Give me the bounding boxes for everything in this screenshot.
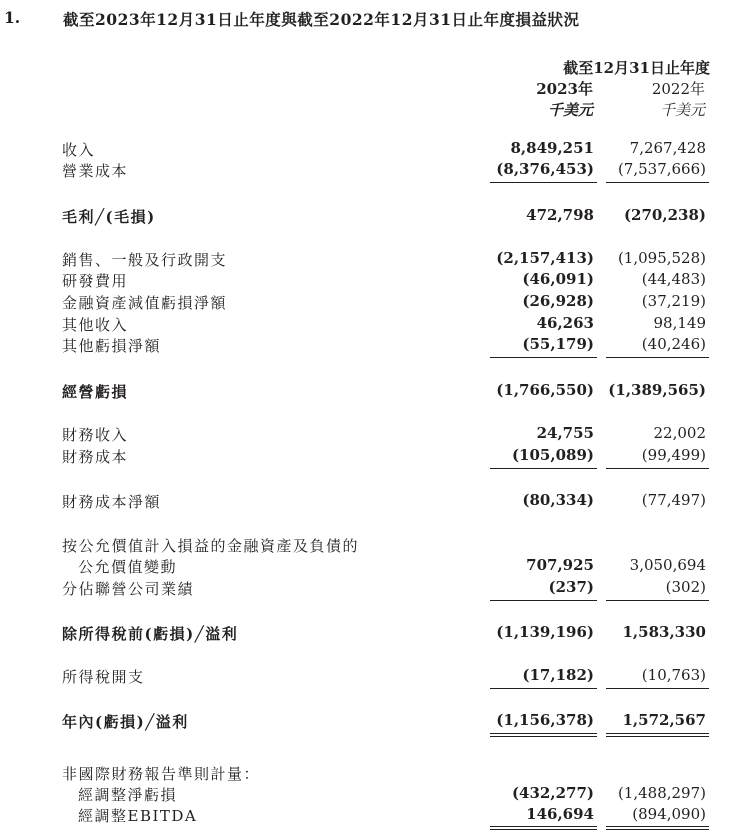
table-row <box>0 381 733 403</box>
subtotal-rule <box>606 688 709 689</box>
table-row <box>0 249 733 271</box>
subtotal-rule <box>490 468 597 469</box>
value-2023: 8,849,251 <box>510 139 594 157</box>
value-2023: (46,091) <box>522 270 594 288</box>
row-label: 其他虧損淨額 <box>62 337 162 355</box>
value-2022: (40,246) <box>641 335 706 353</box>
unit-2022-header: 千美元 <box>659 101 705 119</box>
value-2023: (1,139,196) <box>496 623 594 641</box>
value-2022: 22,002 <box>653 424 706 442</box>
value-2023: (17,182) <box>522 666 594 684</box>
value-2022: (10,763) <box>641 666 706 684</box>
row-label: 所得稅開支 <box>62 668 145 686</box>
period-header: 截至12月31日止年度 <box>563 59 710 77</box>
value-2022: (302) <box>665 578 706 596</box>
subtotal-rule <box>490 600 597 601</box>
value-2022: (1,389,565) <box>608 381 706 399</box>
value-2022: (1,095,528) <box>617 249 706 267</box>
total-rule <box>606 733 709 734</box>
table-row <box>0 535 733 557</box>
value-2023: (237) <box>548 578 594 596</box>
value-2023: (1,156,378) <box>496 711 594 729</box>
section-title: 截至2023年12月31日止年度與截至2022年12月31日止年度損益狀況 <box>63 10 580 29</box>
table-row <box>0 424 733 446</box>
year-2023-header: 2023年 <box>536 80 593 98</box>
row-label: 公允價值變動 <box>78 558 178 576</box>
table-row <box>0 446 733 468</box>
row-label: 按公允價值計入損益的金融資產及負債的 <box>62 537 360 555</box>
table-row <box>0 314 733 336</box>
table-row <box>0 160 733 182</box>
value-2023: (105,089) <box>511 446 594 464</box>
value-2022: (77,497) <box>641 491 706 509</box>
value-2022: (99,499) <box>641 446 706 464</box>
total-rule <box>606 829 709 830</box>
table-row <box>0 491 733 513</box>
value-2023: (432,277) <box>511 784 594 802</box>
total-rule <box>490 736 597 737</box>
row-label: 財務成本淨額 <box>62 493 162 511</box>
total-rule <box>606 736 709 737</box>
subtotal-rule <box>606 468 709 469</box>
value-2023: 46,263 <box>536 314 594 332</box>
table-row <box>0 623 733 645</box>
row-label: 經營虧損 <box>62 383 129 401</box>
value-2022: 3,050,694 <box>629 556 706 574</box>
table-row <box>0 805 733 827</box>
row-label: 財務成本 <box>62 448 129 466</box>
table-row <box>0 270 733 292</box>
row-label: 經調整淨虧損 <box>78 786 178 804</box>
row-label: 年內(虧損)╱溢利 <box>62 713 189 731</box>
table-row <box>0 335 733 357</box>
value-2023: (2,157,413) <box>496 249 594 267</box>
unit-2023-header: 千美元 <box>547 101 593 119</box>
value-2022: (270,238) <box>623 206 706 224</box>
subtotal-rule <box>606 357 709 358</box>
row-label: 銷售、一般及行政開支 <box>62 251 228 269</box>
table-row <box>0 292 733 314</box>
row-label: 財務收入 <box>62 426 129 444</box>
row-label: 除所得稅前(虧損)╱溢利 <box>62 625 239 643</box>
row-label: 收入 <box>62 141 96 159</box>
table-row <box>0 556 733 578</box>
row-label: 其他收入 <box>62 316 129 334</box>
row-label: 研發費用 <box>62 272 129 290</box>
row-label: 營業成本 <box>62 162 129 180</box>
row-label: 經調整EBITDA <box>78 807 198 825</box>
row-label: 分佔聯營公司業績 <box>62 580 195 598</box>
total-rule <box>490 733 597 734</box>
value-2023: 146,694 <box>526 805 594 823</box>
value-2023: 707,925 <box>526 556 594 574</box>
value-2022: 1,583,330 <box>622 623 706 641</box>
table-row <box>0 206 733 228</box>
year-2022-header: 2022年 <box>651 80 705 98</box>
table-row <box>0 666 733 688</box>
total-rule <box>490 829 597 830</box>
row-label: 毛利╱(毛損) <box>62 208 156 226</box>
total-rule <box>490 826 597 827</box>
value-2023: 24,755 <box>536 424 594 442</box>
value-2022: (894,090) <box>632 805 706 823</box>
value-2023: 472,798 <box>526 206 594 224</box>
row-label: 金融資產減值虧損淨額 <box>62 294 228 312</box>
section-number: 1. <box>4 8 21 27</box>
value-2022: (7,537,666) <box>617 160 706 178</box>
subtotal-rule <box>490 182 597 183</box>
subtotal-rule <box>606 182 709 183</box>
value-2023: (55,179) <box>522 335 594 353</box>
total-rule <box>606 826 709 827</box>
table-row <box>0 763 733 785</box>
value-2023: (8,376,453) <box>496 160 594 178</box>
value-2023: (1,766,550) <box>496 381 594 399</box>
value-2022: 1,572,567 <box>622 711 706 729</box>
value-2023: (80,334) <box>522 491 594 509</box>
table-row <box>0 784 733 806</box>
value-2023: (26,928) <box>522 292 594 310</box>
value-2022: (1,488,297) <box>617 784 706 802</box>
table-row <box>0 578 733 600</box>
value-2022: 7,267,428 <box>629 139 706 157</box>
subtotal-rule <box>490 357 597 358</box>
subtotal-rule <box>606 600 709 601</box>
row-label: 非國際財務報告準則計量： <box>62 765 261 783</box>
value-2022: 98,149 <box>653 314 706 332</box>
table-row <box>0 711 733 733</box>
value-2022: (44,483) <box>641 270 706 288</box>
value-2022: (37,219) <box>641 292 706 310</box>
subtotal-rule <box>490 688 597 689</box>
table-row <box>0 139 733 161</box>
